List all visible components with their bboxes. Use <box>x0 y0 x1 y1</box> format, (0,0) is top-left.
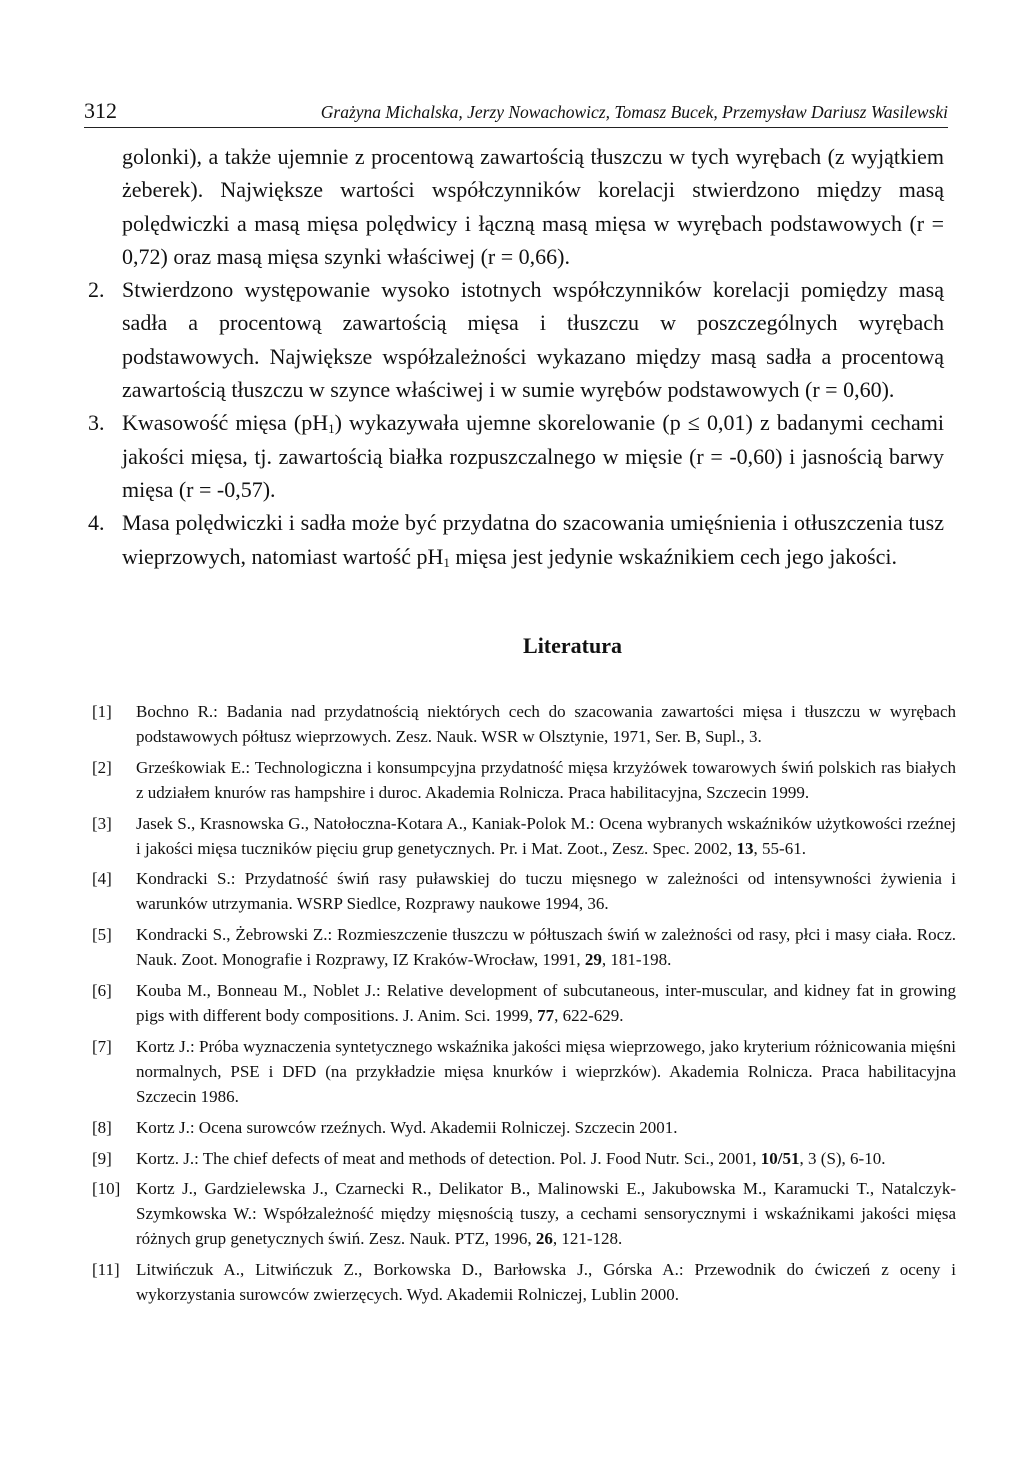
conclusion-text-part: Masa polędwiczki i sadła może być przydatna do szacowania umięśnienia i otłuszczenia tusz wieprzowych, natomiast wartość pH <box>122 510 944 569</box>
subscript: 1 <box>328 421 335 437</box>
reference-list <box>92 700 956 1314</box>
literature-heading: Literatura <box>523 633 622 658</box>
conclusion-item-4 <box>88 506 956 573</box>
reference-number: [5] <box>92 925 112 945</box>
conclusion-number: 2. <box>88 277 105 303</box>
reference-item <box>92 812 956 862</box>
reference-item <box>92 923 956 973</box>
reference-volume: 29 <box>584 950 602 970</box>
conclusions-list <box>88 140 956 573</box>
conclusion-text-part: ) wykazywała ujemne skorelowanie (p ≤ 0,01) z badanymi cechami jakości mięsa, tj. zawartością białka rozpuszczalnego w mięsie (r = -0,60) i jasnością barwy mięsa (r = -0,57). <box>122 410 944 502</box>
reference-number: [3] <box>92 813 112 833</box>
reference-text-part: Kouba M., Bonneau M., Noblet J.: Relative development of subcutaneous, inter-muscular, and kidney fat in growing pigs with different body compositions. J. Anim. Sci. 1999, <box>136 981 956 1025</box>
conclusion-text <box>122 406 944 506</box>
reference-number: [9] <box>92 1148 112 1168</box>
reference-item <box>92 1258 956 1308</box>
reference-text-part: , 622-629. <box>554 1005 624 1025</box>
reference-volume: 13 <box>736 838 754 858</box>
reference-number: [11] <box>92 1260 120 1280</box>
reference-item <box>92 700 956 750</box>
reference-text-part: , 121-128. <box>552 1229 623 1249</box>
reference-text <box>136 979 956 1029</box>
reference-text-part: Kortz J., Gardzielewska J., Czarnecki R., Delikator B., Malinowski E., Jakubowska M., Karamucki T., Natalczyk-Szymkowska W.: Współzależność między mięsnością tuszy, a cechami sensorycznymi i wskaźnikami jakości mięsa różnych grup genetycznych świń. Zesz. Nauk. PTZ, 1996, <box>136 1179 956 1249</box>
conclusion-item-3 <box>88 406 956 506</box>
conclusion-item-2 <box>88 273 956 406</box>
reference-text <box>136 923 956 973</box>
conclusion-number: 4. <box>88 510 105 536</box>
conclusion-text: Stwierdzono występowanie wysoko istotnych współczynników korelacji pomiędzy masą sadła a procentową zawartością mięsa i tłuszczu w poszczególnych wyrębach podstawowych. Największe współzależności wykazano między masą sadła a procentową zawartością tłuszczu w szynce właściwej i w sumie wyrębów podstawowych (r = 0,60). <box>122 277 944 403</box>
conclusion-text-part: mięsa jest jedynie wskaźnikiem cech jego jakości. <box>449 543 898 569</box>
page-number: 312 <box>84 98 117 123</box>
reference-volume: 77 <box>537 1005 555 1025</box>
reference-text-part: Jasek S., Krasnowska G., Natołoczna-Kotara A., Kaniak-Polok M.: Ocena wybranych wskaźników użytkowości rzeźnej i jakości mięsa tuczników pięciu grup genetycznych. Pr. i Mat. Zoot., Zesz. Spec. 2002, <box>136 813 956 858</box>
reference-text-part: Kortz. J.: The chief defects of meat and methods of detection. Pol. J. Food Nutr. Sci., 2001, <box>136 1148 761 1168</box>
conclusion-item-1-continued <box>88 140 956 273</box>
reference-text: Kortz J.: Ocena surowców rzeźnych. Wyd. Akademii Rolniczej. Szczecin 2001. <box>136 1117 678 1137</box>
reference-number: [8] <box>92 1117 112 1137</box>
reference-item <box>92 1147 956 1172</box>
reference-number: [2] <box>92 757 112 777</box>
reference-number: [6] <box>92 981 112 1001</box>
reference-item <box>92 756 956 806</box>
reference-item <box>92 1116 956 1141</box>
page-header <box>84 97 948 128</box>
reference-number: [7] <box>92 1036 112 1056</box>
reference-number: [10] <box>92 1179 121 1199</box>
reference-text-part: , 3 (S), 6-10. <box>799 1148 886 1168</box>
reference-text: Bochno R.: Badania nad przydatnością niektórych cech do szacowania zawartości mięsa i tłuszczu w wyrębach podstawowych półtusz wieprzowych. Zesz. Nauk. WSR w Olsztynie, 1971, Ser. B, Supl., 3. <box>136 702 956 746</box>
reference-text-part: Kondracki S., Żebrowski Z.: Rozmieszczenie tłuszczu w półtuszach świń w zależności od rasy, płci i masy ciała. Rocz. Nauk. Zoot. Monografie i Rozprawy, IZ Kraków-Wrocław, 1991, <box>136 925 956 970</box>
conclusion-text: golonki), a także ujemnie z procentową zawartością tłuszczu w tych wyrębach (z wyjątkiem żeberek). Największe wartości współczynników korelacji stwierdzono między masą polędwiczki a masą mięsa polędwicy i łączną masą mięsa w wyrębach podstawowych (r = 0,72) oraz masą mięsa szynki właściwej (r = 0,66). <box>122 144 944 269</box>
conclusion-text <box>122 506 944 573</box>
reference-text: Kondracki S.: Przydatność świń rasy puławskiej do tuczu mięsnego w zależności od intensywności żywienia i warunków utrzymania. WSRP Siedlce, Rozprawy naukowe 1994, 36. <box>136 869 956 914</box>
reference-text: Litwińczuk A., Litwińczuk Z., Borkowska D., Barłowska J., Górska A.: Przewodnik do ćwiczeń z oceny i wykorzystania surowców zwierzęcych. Wyd. Akademii Rolniczej, Lublin 2000. <box>136 1260 956 1305</box>
reference-text-part: , 181-198. <box>601 950 672 970</box>
reference-volume: 10/51 <box>760 1148 800 1168</box>
reference-text: Kortz J.: Próba wyznaczenia syntetycznego wskaźnika jakości mięsa wieprzowego, jako kryterium różnicowania mięśni normalnych, PSE i DFD (na przykładzie mięsa knurków i wieprzków). Akademia Rolnicza. Praca habilitacyjna Szczecin 1986. <box>136 1036 956 1106</box>
reference-number: [1] <box>92 702 112 721</box>
reference-text: Grześkowiak E.: Technologiczna i konsumpcyjna przydatność mięsa krzyżówek towarowych świń polskich ras białych z udziałem knurów ras hampshire i duroc. Akademia Rolnicza. Praca habilitacyjna, Szczecin 1999. <box>136 757 956 802</box>
running-head: Grażyna Michalska, Jerzy Nowachowicz, Tomasz Bucek, Przemysław Dariusz Wasilewski <box>320 102 948 122</box>
reference-item <box>92 867 956 917</box>
reference-volume: 26 <box>535 1229 553 1249</box>
reference-number: [4] <box>92 869 112 889</box>
reference-item <box>92 1177 956 1252</box>
reference-text <box>136 1177 956 1252</box>
reference-text <box>136 812 956 862</box>
subscript: 1 <box>443 554 450 570</box>
reference-item <box>92 1035 956 1110</box>
reference-text-part: , 55-61. <box>753 838 806 858</box>
conclusion-number: 3. <box>88 410 105 436</box>
conclusion-text-part: Kwasowość mięsa (pH <box>122 410 329 436</box>
reference-item <box>92 979 956 1029</box>
reference-text <box>136 1147 956 1172</box>
